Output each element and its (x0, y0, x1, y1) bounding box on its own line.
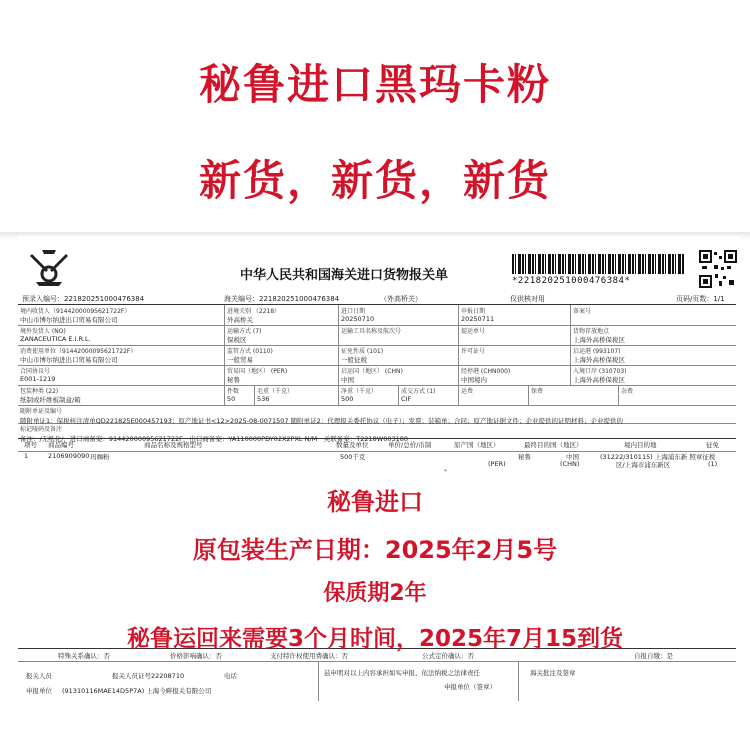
field-label: 运输工具名称及航次号 (341, 328, 402, 335)
preentry-number: 预录入编号：221820251000476384 (22, 295, 145, 303)
grid-cell (528, 385, 618, 405)
field-label: 件数 (227, 388, 240, 395)
banner-subtitle: 新货，新货，新货 (198, 156, 551, 205)
overlay-arrival: 秘鲁运回来需要3个月时间，2025年7月15到货 (126, 626, 624, 652)
field-value: 20250711 (461, 315, 495, 323)
declaration-grid (18, 304, 736, 443)
self-tax: 自报自缴：是 (634, 652, 673, 660)
goods-name: 玛咖粉 (90, 453, 110, 461)
grid-row-packing (18, 385, 736, 406)
grid-cell (458, 365, 570, 385)
field-value: 536 (257, 395, 270, 403)
field-label: 保费 (531, 388, 544, 395)
goods-qty: 500千克 (340, 453, 366, 461)
grid-cell (570, 365, 736, 385)
field-label: 许可证号 (461, 348, 486, 355)
grid-cell (224, 365, 338, 385)
col-price: 单价/总价/币制 (388, 441, 432, 449)
field-label: 提运单号 (461, 328, 486, 335)
field-value: 50 (227, 395, 236, 403)
col-qty: 数量及单位 (336, 441, 369, 449)
col-name: 商品名称及规格型号 (144, 441, 203, 449)
grid-cell (570, 305, 736, 325)
field-label: 启运国（地区） (CHN) (341, 368, 403, 375)
grid-cell (18, 305, 224, 325)
page-count: 页码/页数：1/1 (676, 295, 725, 303)
declarant-number: 报关人员证号22208710 (112, 672, 185, 680)
grid-cell (224, 305, 338, 325)
field-label: 货物存放地点 (573, 328, 610, 335)
field-label: 征免性质 (101) (341, 348, 384, 355)
price-impact: 价格影响确认：否 (170, 652, 222, 660)
field-value: 上海外高桥保税区 (573, 376, 625, 384)
field-label: 经停港 (CHN000) (461, 368, 511, 375)
grid-cell (224, 385, 254, 405)
field-value: 纸制或纤维板制盒/箱 (20, 396, 81, 404)
grid-cell (338, 345, 458, 365)
col-no: 项号 (24, 441, 37, 449)
customs-emblem-icon (26, 244, 72, 290)
unit-value: (91310116MAE14D5P7A) 上海今畔报关有限公司 (62, 687, 212, 695)
field-value: 一般贸易 (227, 356, 253, 364)
col-code: 商品编号 (48, 441, 74, 449)
grid-cell (18, 345, 224, 365)
check-only-note: 仅供核对用 (510, 295, 545, 303)
grid-cell (570, 345, 736, 365)
field-label: 境外发货人 (NO) (20, 328, 66, 335)
statement: 兹申明对以上内容承担如实申报、依法纳税之法律责任 (324, 669, 480, 677)
grid-cell (338, 365, 458, 385)
customs-remark: 海关批注及签章 (530, 669, 576, 677)
col-origin: 原产国（地区） (454, 441, 500, 449)
field-label: 杂费 (621, 388, 634, 395)
grid-cell (224, 345, 338, 365)
grid-cell (254, 385, 338, 405)
field-label: 贸易国（地区） (PER) (227, 368, 288, 375)
grid-cell (18, 325, 224, 345)
grid-cell (18, 365, 224, 385)
customs-place: （外高桥关） (380, 295, 422, 303)
grid-cell (458, 385, 528, 405)
field-label: 包装种类 (22) (20, 388, 59, 395)
field-label: 进境关别 （2218） (227, 308, 281, 315)
field-label: 监管方式 (0110) (227, 348, 273, 355)
grid-row (18, 305, 736, 326)
field-label: 成交方式 (1) (401, 388, 436, 395)
goods-domestic: (31222/310115) 上海浦东新 照章征税 (600, 453, 716, 461)
banner-title: 秘鲁进口黑玛卡粉 (198, 60, 551, 109)
grid-row-documents (18, 405, 736, 424)
documents-label: 随附单证及编号 (20, 408, 63, 415)
document-title: 中华人民共和国海关进口货物报关单 (240, 268, 449, 283)
field-value: 上海外高桥保税区 (573, 356, 625, 364)
field-label: 运输方式 (7) (227, 328, 262, 335)
royalty: 支付特许权使用费确认：否 (270, 652, 348, 660)
field-value: 上海外高桥保税区 (573, 336, 625, 344)
special-relation: 特殊关系确认：否 (58, 652, 110, 660)
goods-dest-code: (CHN) (560, 460, 580, 468)
field-label: 备案号 (573, 308, 592, 315)
telephone-label: 电话 (224, 672, 237, 680)
field-label: 运费 (461, 388, 474, 395)
goods-table-header (18, 438, 736, 452)
field-label: 入境口岸 (310703) (573, 368, 627, 375)
documents-value: 随附单证1：保税核注清单QD221825E000457193；原产地证书<12>2025-08-0071507 随附单证2：代理报关委托协议（电子）；发票；装箱单；合同；原产地证据文件；企业提供的证明材料；企业提供的 (20, 417, 623, 425)
field-value: 中山市博尔纳进出口贸易有限公司 (20, 316, 118, 324)
field-value: 500 (341, 395, 354, 403)
grid-row (18, 345, 736, 366)
goods-origin-code: (PER) (488, 460, 506, 468)
barcode (512, 254, 684, 274)
field-label: 启运港 (993107) (573, 348, 621, 355)
field-value: 秘鲁 (227, 376, 240, 384)
field-value: E001-1219 (20, 375, 56, 383)
grid-cell (338, 325, 458, 345)
field-value: 中山市博尔纳进出口贸易有限公司 (20, 356, 118, 364)
grid-cell (458, 305, 570, 325)
goods-no: 1 (24, 452, 29, 460)
formula-price: 公式定价确认：否 (422, 652, 474, 660)
field-label: 进口日期 (341, 308, 366, 315)
field-value: 中国境内 (461, 376, 487, 384)
goods-duty: (1) (708, 460, 718, 468)
grid-row (18, 365, 736, 386)
grid-row-marks (18, 423, 736, 443)
grid-cell (458, 345, 570, 365)
field-value: CIF (401, 395, 412, 403)
overlay-production-date: 原包装生产日期：2025年2月5号 (192, 536, 558, 564)
grid-cell (18, 385, 224, 405)
col-domestic: 境内目的地 (624, 441, 657, 449)
goods-mark: " (444, 468, 447, 476)
grid-row (18, 325, 736, 346)
grid-cell (458, 325, 570, 345)
grid-cell (338, 305, 458, 325)
field-value: 一般征税 (341, 356, 367, 364)
field-value: 保税区 (227, 336, 247, 344)
field-value: 20250710 (341, 315, 375, 323)
col-dest: 最终目的国（地区） (524, 441, 583, 449)
unit-seal: 申报单位（签章） (444, 683, 496, 691)
col-duty: 征免 (706, 441, 719, 449)
field-value: 外高桥关 (227, 316, 253, 324)
marks-label: 标记唛码及备注 (20, 426, 63, 433)
overlay-origin: 秘鲁进口 (327, 488, 423, 516)
overlay-shelf-life: 保质期2年 (323, 581, 427, 606)
goods-origin: 秘鲁 (518, 453, 531, 461)
goods-dest: 中国 (566, 453, 579, 461)
grid-cell (338, 385, 398, 405)
declarant-label: 报关人员 (26, 672, 52, 680)
barcode-number: *221820251000476384* (512, 276, 631, 286)
grid-cell (398, 385, 458, 405)
field-label: 毛重（千克） (257, 388, 294, 395)
field-label: 境内收货人（91442000095621722F） (20, 308, 131, 315)
grid-cell (618, 385, 736, 405)
field-label: 净重（千克） (341, 388, 378, 395)
field-value: 中国 (341, 376, 354, 384)
field-label: 合同协议号 (20, 368, 51, 375)
goods-code: 2106909090 (48, 452, 90, 460)
marks-value: 备注：/无纸化/，进口商备案：91442000095621722F，出口商备案：YA110000PDY02X2PXL N/M 关联备案：T2218W003180 (20, 435, 409, 443)
unit-label: 申报单位 (26, 687, 52, 695)
field-label: 申报日期 (461, 308, 486, 315)
grid-cell (224, 325, 338, 345)
customs-number: 海关编号：221820251000476384 (224, 295, 340, 303)
goods-domestic-2: 区/上海市浦东新区 (616, 461, 671, 469)
field-label: 消费使用单位（91442000095621722F） (20, 348, 137, 355)
grid-cell (570, 325, 736, 345)
field-value: ZANACEUTICA E.I.R.L. (20, 335, 91, 343)
qr-code-icon (699, 250, 737, 288)
